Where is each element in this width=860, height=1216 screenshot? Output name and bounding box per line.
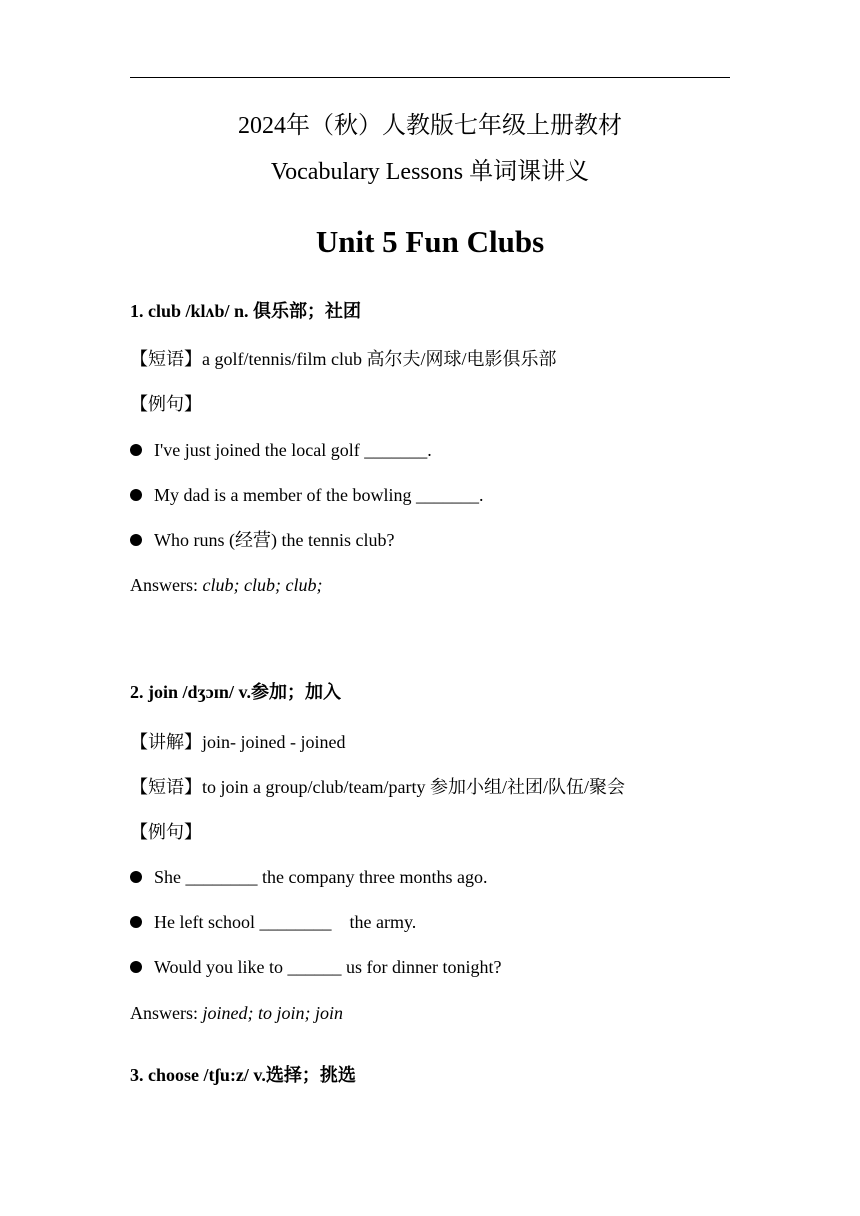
- bullet-icon: [130, 534, 142, 546]
- document-title: 2024年（秋）人教版七年级上册教材: [238, 113, 622, 139]
- example-text: Would you like to ______ us for dinner tonight?: [154, 957, 502, 977]
- example-text: Who runs (经营) the tennis club?: [154, 530, 395, 550]
- explanation-line: 【讲解】join- joined - joined: [130, 732, 346, 752]
- example-sentence: [130, 527, 394, 553]
- bullet-icon: [130, 961, 142, 973]
- example-text: He left school ________ the army.: [154, 912, 417, 932]
- example-sentence: [130, 437, 432, 463]
- entry-heading-choose: 3. choose /tʃu:z/ v.选择；挑选: [130, 1065, 356, 1085]
- example-text: She ________ the company three months ago.: [154, 867, 488, 887]
- example-text: My dad is a member of the bowling _______.: [154, 485, 484, 505]
- example-text: I've just joined the local golf _______.: [154, 440, 432, 460]
- answers-label: Answers:: [130, 575, 203, 595]
- bullet-icon: [130, 871, 142, 883]
- entry-heading-join: 2. join /dʒɔɪn/ v.参加；加入: [130, 682, 341, 702]
- answers-line: [130, 1000, 343, 1026]
- bullet-icon: [130, 916, 142, 928]
- unit-title: Unit 5 Fun Clubs: [315, 224, 545, 259]
- answers-value: club; club; club;: [202, 575, 323, 595]
- example-sentence: [130, 864, 487, 890]
- example-sentence: [130, 482, 483, 508]
- example-label: 【例句】: [130, 822, 202, 842]
- answers-label: Answers:: [130, 1003, 203, 1023]
- bullet-icon: [130, 489, 142, 501]
- bullet-icon: [130, 444, 142, 456]
- answers-value: joined; to join; join: [202, 1003, 343, 1023]
- entry-heading-club: 1. club /klʌb/ n. 俱乐部；社团: [130, 301, 362, 321]
- phrase-line: 【短语】to join a group/club/team/party 参加小组/社团/队伍/聚会: [130, 777, 625, 797]
- example-sentence: [130, 909, 416, 935]
- header-rule: [130, 77, 730, 78]
- example-sentence: [130, 954, 502, 980]
- example-label: 【例句】: [130, 394, 202, 414]
- answers-line: [130, 572, 322, 598]
- phrase-line: 【短语】a golf/tennis/film club 高尔夫/网球/电影俱乐部: [130, 349, 557, 369]
- document-subtitle: Vocabulary Lessons 单词课讲义: [270, 159, 590, 185]
